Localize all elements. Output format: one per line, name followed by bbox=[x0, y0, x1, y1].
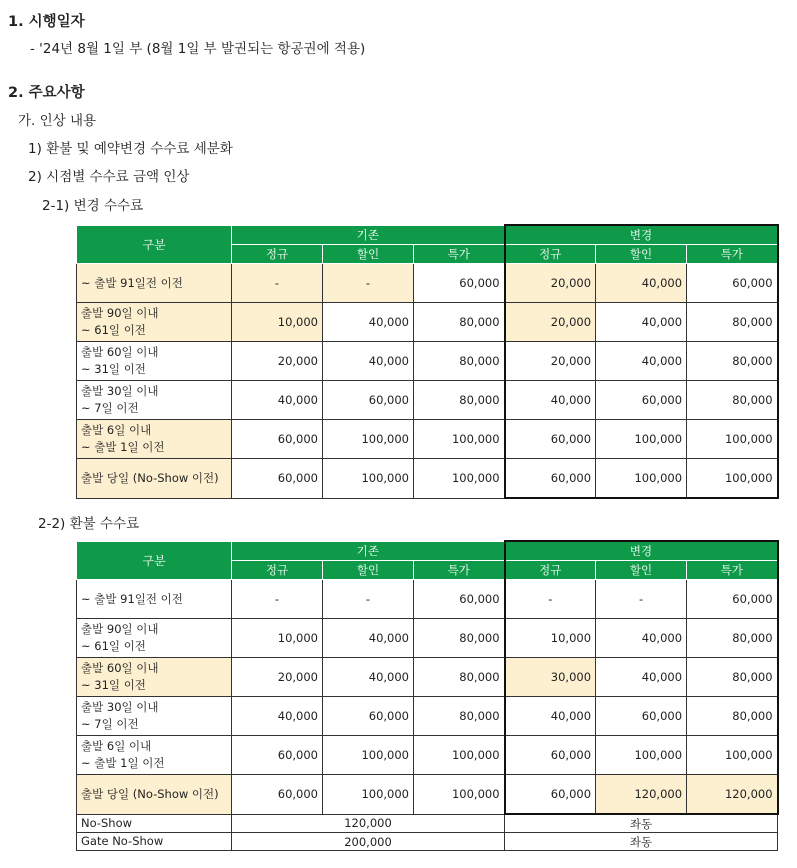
cell-value: 80,000 bbox=[414, 303, 505, 342]
row-label: 출발 6일 이내 ~ 출발 1일 이전 bbox=[77, 736, 232, 775]
cell-value: 40,000 bbox=[505, 381, 596, 420]
cell-value: - bbox=[323, 264, 414, 303]
cell-value: 80,000 bbox=[414, 619, 505, 658]
cell-value: 60,000 bbox=[596, 381, 687, 420]
effective-date: - '24년 8월 1일 부 (8월 1일 부 발권되는 항공권에 적용) bbox=[30, 41, 366, 57]
cell-value: 100,000 bbox=[414, 459, 505, 499]
row-label: 출발 30일 이내 ~ 7일 이전 bbox=[77, 697, 232, 736]
header-discount: 할인 bbox=[596, 245, 687, 264]
cell-value: 40,000 bbox=[232, 381, 323, 420]
cell-value: 20,000 bbox=[232, 342, 323, 381]
table-row-noshow bbox=[77, 814, 778, 833]
cell-value: 40,000 bbox=[323, 303, 414, 342]
cell-value: 10,000 bbox=[232, 303, 323, 342]
section2-title: 2. 주요사항 bbox=[8, 85, 85, 101]
cell-value: 40,000 bbox=[323, 619, 414, 658]
cell-value: 60,000 bbox=[232, 420, 323, 459]
cell-value: 60,000 bbox=[232, 459, 323, 499]
cell-value: 80,000 bbox=[687, 303, 778, 342]
table-row bbox=[77, 342, 778, 381]
cell-value: 100,000 bbox=[323, 459, 414, 499]
change-fee-table bbox=[76, 224, 779, 499]
cell-value: 80,000 bbox=[414, 342, 505, 381]
cell-value: 좌동 bbox=[505, 814, 778, 833]
cell-value: 80,000 bbox=[687, 381, 778, 420]
cell-value: 20,000 bbox=[505, 264, 596, 303]
table-row bbox=[77, 736, 778, 775]
cell-value: 80,000 bbox=[687, 619, 778, 658]
cell-value: 60,000 bbox=[232, 736, 323, 775]
header-discount: 할인 bbox=[596, 561, 687, 580]
row-label: 출발 6일 이내 ~ 출발 1일 이전 bbox=[77, 420, 232, 459]
cell-value: - bbox=[505, 580, 596, 619]
header-special: 특가 bbox=[687, 561, 778, 580]
cell-value: 80,000 bbox=[414, 658, 505, 697]
table-row bbox=[77, 697, 778, 736]
header-special: 특가 bbox=[687, 245, 778, 264]
cell-value: - bbox=[596, 580, 687, 619]
cell-value: 100,000 bbox=[414, 775, 505, 815]
cell-value: - bbox=[323, 580, 414, 619]
increase-heading: 가. 인상 내용 bbox=[18, 113, 97, 129]
row-label: 출발 90일 이내 ~ 61일 이전 bbox=[77, 619, 232, 658]
table-row bbox=[77, 420, 778, 459]
refund-fee-table bbox=[76, 540, 779, 851]
cell-value: - bbox=[232, 264, 323, 303]
cell-value: 80,000 bbox=[687, 697, 778, 736]
cell-value: 80,000 bbox=[414, 697, 505, 736]
cell-value: 60,000 bbox=[505, 420, 596, 459]
cell-value: 80,000 bbox=[687, 658, 778, 697]
cell-value: 40,000 bbox=[232, 697, 323, 736]
table-row bbox=[77, 658, 778, 697]
cell-value: 40,000 bbox=[505, 697, 596, 736]
cell-value: 100,000 bbox=[323, 775, 414, 815]
cell-value: 60,000 bbox=[505, 775, 596, 815]
cell-value: 60,000 bbox=[323, 697, 414, 736]
cell-value: 80,000 bbox=[414, 381, 505, 420]
item-2: 2) 시점별 수수료 금액 인상 bbox=[28, 169, 190, 185]
row-label: Gate No-Show bbox=[77, 833, 232, 851]
header-regular: 정규 bbox=[232, 561, 323, 580]
cell-value: 좌동 bbox=[505, 833, 778, 851]
cell-value: 20,000 bbox=[505, 303, 596, 342]
header-after: 변경 bbox=[505, 225, 778, 245]
header-discount: 할인 bbox=[323, 245, 414, 264]
cell-value: 60,000 bbox=[414, 580, 505, 619]
row-label: 출발 90일 이내 ~ 61일 이전 bbox=[77, 303, 232, 342]
cell-value: 100,000 bbox=[414, 736, 505, 775]
cell-value: 40,000 bbox=[323, 342, 414, 381]
cell-value: 100,000 bbox=[596, 420, 687, 459]
cell-value: 10,000 bbox=[505, 619, 596, 658]
cell-value: 60,000 bbox=[323, 381, 414, 420]
cell-value: 100,000 bbox=[414, 420, 505, 459]
header-gubun: 구분 bbox=[77, 541, 232, 580]
header-before: 기존 bbox=[232, 541, 505, 561]
row-label: 출발 30일 이내 ~ 7일 이전 bbox=[77, 381, 232, 420]
cell-value: 60,000 bbox=[414, 264, 505, 303]
cell-value: 120,000 bbox=[687, 775, 778, 815]
table-row bbox=[77, 264, 778, 303]
cell-value: 60,000 bbox=[505, 459, 596, 499]
header-after: 변경 bbox=[505, 541, 778, 561]
header-before: 기존 bbox=[232, 225, 505, 245]
cell-value: 60,000 bbox=[232, 775, 323, 815]
cell-value: 120,000 bbox=[596, 775, 687, 815]
row-label: No-Show bbox=[77, 814, 232, 833]
cell-value: 100,000 bbox=[323, 736, 414, 775]
table-row bbox=[77, 303, 778, 342]
cell-value: 60,000 bbox=[505, 736, 596, 775]
cell-value: 40,000 bbox=[323, 658, 414, 697]
cell-value: - bbox=[232, 580, 323, 619]
row-label: 출발 60일 이내 ~ 31일 이전 bbox=[77, 342, 232, 381]
cell-value: 20,000 bbox=[232, 658, 323, 697]
table-row bbox=[77, 459, 778, 499]
table-row bbox=[77, 381, 778, 420]
cell-value: 40,000 bbox=[596, 264, 687, 303]
cell-value: 100,000 bbox=[687, 736, 778, 775]
header-special: 특가 bbox=[414, 561, 505, 580]
row-label: 출발 당일 (No-Show 이전) bbox=[77, 775, 232, 815]
cell-value: 100,000 bbox=[596, 736, 687, 775]
row-label: 출발 60일 이내 ~ 31일 이전 bbox=[77, 658, 232, 697]
table-row-gate-noshow bbox=[77, 833, 778, 851]
row-label: ~ 출발 91일전 이전 bbox=[77, 580, 232, 619]
cell-value: 80,000 bbox=[687, 342, 778, 381]
cell-value: 200,000 bbox=[232, 833, 505, 851]
cell-value: 40,000 bbox=[596, 658, 687, 697]
item-1: 1) 환불 및 예약변경 수수료 세분화 bbox=[28, 141, 233, 157]
row-label: ~ 출발 91일전 이전 bbox=[77, 264, 232, 303]
change-fee-title: 2-1) 변경 수수료 bbox=[42, 198, 144, 214]
header-regular: 정규 bbox=[232, 245, 323, 264]
cell-value: 30,000 bbox=[505, 658, 596, 697]
table-row bbox=[77, 580, 778, 619]
table-row bbox=[77, 619, 778, 658]
section1-title: 1. 시행일자 bbox=[8, 14, 85, 30]
cell-value: 60,000 bbox=[596, 697, 687, 736]
table-row bbox=[77, 775, 778, 815]
header-gubun: 구분 bbox=[77, 225, 232, 264]
cell-value: 120,000 bbox=[232, 814, 505, 833]
cell-value: 60,000 bbox=[687, 580, 778, 619]
header-discount: 할인 bbox=[323, 561, 414, 580]
row-label: 출발 당일 (No-Show 이전) bbox=[77, 459, 232, 499]
header-regular: 정규 bbox=[505, 245, 596, 264]
cell-value: 20,000 bbox=[505, 342, 596, 381]
cell-value: 10,000 bbox=[232, 619, 323, 658]
cell-value: 100,000 bbox=[687, 459, 778, 499]
cell-value: 40,000 bbox=[596, 342, 687, 381]
cell-value: 40,000 bbox=[596, 619, 687, 658]
cell-value: 100,000 bbox=[323, 420, 414, 459]
cell-value: 100,000 bbox=[596, 459, 687, 499]
cell-value: 60,000 bbox=[687, 264, 778, 303]
refund-fee-title: 2-2) 환불 수수료 bbox=[38, 516, 140, 532]
header-special: 특가 bbox=[414, 245, 505, 264]
header-regular: 정규 bbox=[505, 561, 596, 580]
cell-value: 100,000 bbox=[687, 420, 778, 459]
cell-value: 40,000 bbox=[596, 303, 687, 342]
